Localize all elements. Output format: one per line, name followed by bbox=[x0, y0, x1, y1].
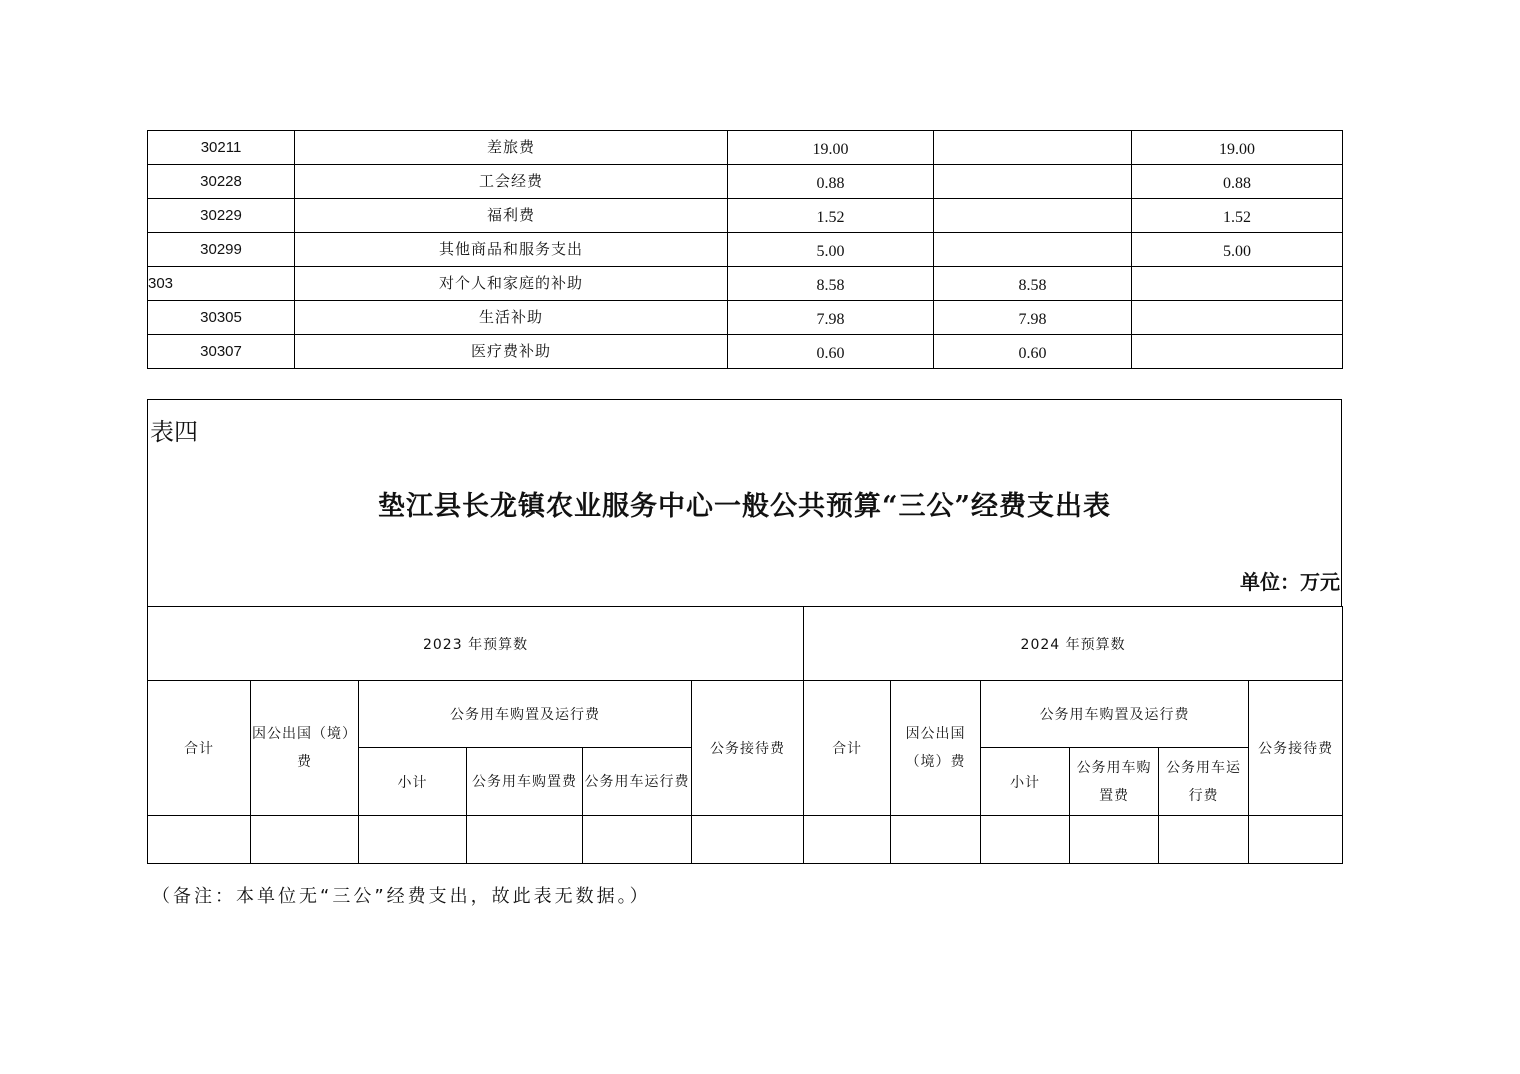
row-basic: 7.98 bbox=[934, 301, 1132, 335]
empty-cell bbox=[891, 816, 981, 864]
reception-2023-header: 公务接待费 bbox=[692, 681, 804, 816]
subtotal-2023-header: 小计 bbox=[359, 748, 467, 816]
row-basic bbox=[934, 131, 1132, 165]
row-name: 其他商品和服务支出 bbox=[295, 233, 728, 267]
row-total: 5.00 bbox=[728, 233, 934, 267]
operation-2023-header: 公务用车运行费 bbox=[583, 748, 692, 816]
empty-cell bbox=[981, 816, 1070, 864]
row-project bbox=[1132, 267, 1343, 301]
row-project: 0.88 bbox=[1132, 165, 1343, 199]
total-2024-header: 合计 bbox=[804, 681, 891, 816]
total-2023-header: 合计 bbox=[148, 681, 251, 816]
row-basic bbox=[934, 165, 1132, 199]
table-row bbox=[148, 233, 1343, 267]
row-name: 医疗费补助 bbox=[295, 335, 728, 369]
row-code: 30299 bbox=[148, 233, 295, 267]
table4-header-box bbox=[147, 399, 1342, 607]
empty-cell bbox=[251, 816, 359, 864]
empty-cell bbox=[804, 816, 891, 864]
vehicle-2023-header: 公务用车购置及运行费 bbox=[359, 681, 692, 748]
row-name: 福利费 bbox=[295, 199, 728, 233]
row-basic: 0.60 bbox=[934, 335, 1132, 369]
row-project: 5.00 bbox=[1132, 233, 1343, 267]
subtotal-2024-header: 小计 bbox=[981, 748, 1070, 816]
row-code: 303 bbox=[148, 267, 295, 301]
three-public-expenses-table bbox=[147, 606, 1343, 864]
row-basic: 8.58 bbox=[934, 267, 1132, 301]
row-code: 30228 bbox=[148, 165, 295, 199]
table4-label: 表四 bbox=[150, 418, 198, 446]
year-2024-header: 2024 年预算数 bbox=[804, 607, 1343, 681]
row-project bbox=[1132, 335, 1343, 369]
empty-cell bbox=[467, 816, 583, 864]
abroad-2024-header: 因公出国（境）费 bbox=[891, 681, 981, 816]
empty-cell bbox=[1070, 816, 1159, 864]
empty-cell bbox=[359, 816, 467, 864]
footnote: （备注：本单位无“三公”经费支出，故此表无数据。） bbox=[152, 886, 651, 907]
row-total: 1.52 bbox=[728, 199, 934, 233]
row-name: 工会经费 bbox=[295, 165, 728, 199]
table-row bbox=[148, 301, 1343, 335]
row-name: 差旅费 bbox=[295, 131, 728, 165]
operation-2024-header: 公务用车运行费 bbox=[1159, 748, 1249, 816]
reception-2024-header: 公务接待费 bbox=[1249, 681, 1343, 816]
expenditure-table-continuation bbox=[147, 130, 1343, 369]
row-total: 7.98 bbox=[728, 301, 934, 335]
row-total: 19.00 bbox=[728, 131, 934, 165]
table4-unit: 单位：万元 bbox=[1240, 570, 1340, 594]
table-row bbox=[148, 267, 1343, 301]
row-name: 生活补助 bbox=[295, 301, 728, 335]
year-2023-header: 2023 年预算数 bbox=[148, 607, 804, 681]
row-project: 19.00 bbox=[1132, 131, 1343, 165]
row-name: 对个人和家庭的补助 bbox=[295, 267, 728, 301]
row-code: 30307 bbox=[148, 335, 295, 369]
row-total: 8.58 bbox=[728, 267, 934, 301]
table-row bbox=[148, 335, 1343, 369]
table-row bbox=[148, 165, 1343, 199]
row-total: 0.60 bbox=[728, 335, 934, 369]
abroad-2023-header: 因公出国（境）费 bbox=[251, 681, 359, 816]
empty-cell bbox=[1249, 816, 1343, 864]
empty-cell bbox=[583, 816, 692, 864]
table-row bbox=[148, 199, 1343, 233]
table4-title: 垫江县长龙镇农业服务中心一般公共预算“三公”经费支出表 bbox=[377, 491, 1112, 522]
vehicle-2024-header: 公务用车购置及运行费 bbox=[981, 681, 1249, 748]
row-basic bbox=[934, 233, 1132, 267]
row-total: 0.88 bbox=[728, 165, 934, 199]
row-code: 30229 bbox=[148, 199, 295, 233]
table-row bbox=[148, 131, 1343, 165]
empty-cell bbox=[692, 816, 804, 864]
row-basic bbox=[934, 199, 1132, 233]
empty-cell bbox=[1159, 816, 1249, 864]
row-project bbox=[1132, 301, 1343, 335]
row-project: 1.52 bbox=[1132, 199, 1343, 233]
row-code: 30211 bbox=[148, 131, 295, 165]
purchase-2024-header: 公务用车购置费 bbox=[1070, 748, 1159, 816]
row-code: 30305 bbox=[148, 301, 295, 335]
purchase-2023-header: 公务用车购置费 bbox=[467, 748, 583, 816]
empty-cell bbox=[148, 816, 251, 864]
